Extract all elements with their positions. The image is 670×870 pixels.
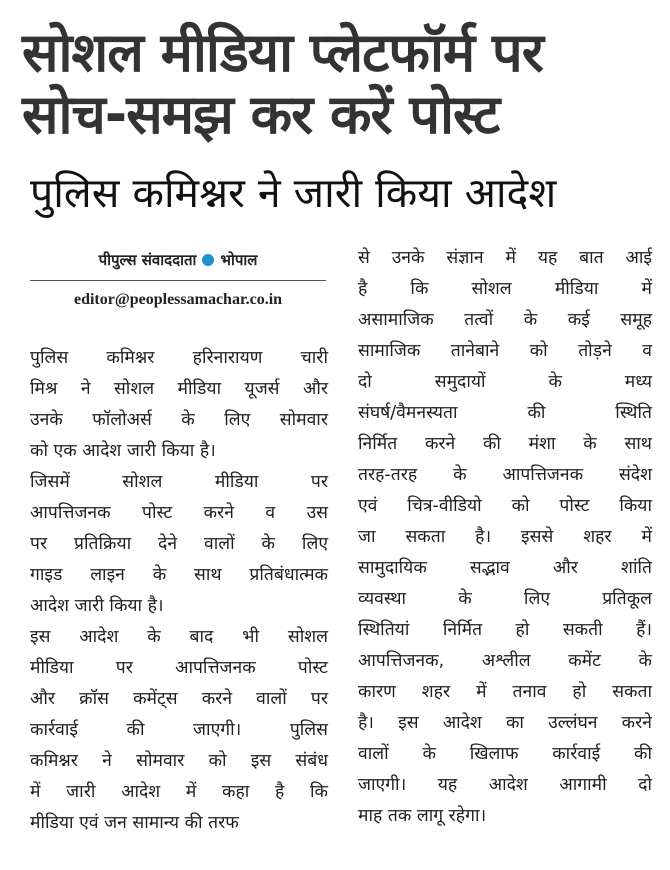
article-line: और क्रॉस कमेंट्स करने वालों पर — [30, 689, 328, 709]
article-line: पर प्रतिक्रिया देने वालों के लिए — [30, 534, 328, 554]
headline — [22, 22, 652, 146]
article-line: मीडिया एवं जन सामान्य की तरफ — [30, 813, 239, 833]
article-line: माह तक लागू रहेगा। — [358, 806, 487, 826]
article-line: वालों के खिलाफ कार्रवाई की — [358, 744, 652, 764]
article-line: कार्रवाई की जाएगी। पुलिस — [30, 720, 328, 740]
article-line: एवं चित्र-वीडियो को पोस्ट किया — [358, 496, 652, 516]
article-line: गाइड लाइन के साथ प्रतिबंधात्मक — [30, 565, 328, 585]
article-line: जाएगी। यह आदेश आगामी दो — [358, 775, 652, 795]
article-line: को एक आदेश जारी किया है। — [30, 441, 216, 461]
article-line: जिसमें सोशल मीडिया पर — [30, 472, 328, 492]
article-line: इस आदेश के बाद भी सोशल — [30, 627, 328, 647]
article-line: आपत्तिजनक, अश्लील कमेंट के — [358, 651, 652, 671]
article-line: सामुदायिक सद्भाव और शांति — [358, 558, 652, 578]
article-line: है। इस आदेश का उल्लंघन करने — [358, 713, 652, 733]
article-line: असामाजिक तत्वों के कई समूह — [358, 310, 652, 330]
article-column-left — [30, 343, 328, 839]
article-line: कमिश्नर ने सोमवार को इस संबंध — [30, 751, 328, 771]
article-column-right — [358, 243, 652, 832]
headline-line-1: सोशल मीडिया प्लेटफॉर्म पर — [22, 21, 543, 84]
editor-email: editor@peoplessamachar.co.in — [73, 291, 283, 308]
byline-location: भोपाल — [220, 251, 258, 269]
article-line: से उनके संज्ञान में यह बात आई — [358, 248, 652, 268]
article-line: है कि सोशल मीडिया में — [358, 279, 652, 299]
bullet-dot-icon — [202, 254, 214, 266]
article-line: मीडिया पर आपत्तिजनक पोस्ट — [30, 658, 328, 678]
subheadline: पुलिस कमिश्नर ने जारी किया आदेश — [30, 169, 557, 217]
article-line: तरह-तरह के आपत्तिजनक संदेश — [358, 465, 652, 485]
article-line: में जारी आदेश में कहा है कि — [30, 782, 328, 802]
article-line: जा सकता है। इससे शहर में — [358, 527, 652, 547]
article-line: निर्मित करने की मंशा के साथ — [358, 434, 652, 454]
article-line: आदेश जारी किया है। — [30, 596, 164, 616]
article-line: संघर्ष/वैमनस्यता की स्थिति — [358, 403, 652, 423]
article-line: कारण शहर में तनाव हो सकता — [358, 682, 652, 702]
article-line: स्थितियां निर्मित हो सकती हैं। — [358, 620, 652, 640]
article-line: मिश्र ने सोशल मीडिया यूजर्स और — [30, 379, 328, 399]
byline-divider — [30, 280, 326, 281]
article-line: व्यवस्था के लिए प्रतिकूल — [358, 589, 652, 609]
headline-line-2: सोच-समझ कर करें पोस्ट — [22, 83, 500, 146]
article-line: आपत्तिजनक पोस्ट करने व उस — [30, 503, 328, 523]
byline — [30, 250, 326, 270]
article-line: उनके फॉलोअर्स के लिए सोमवार — [30, 410, 328, 430]
article-line: पुलिस कमिश्नर हरिनारायण चारी — [30, 348, 328, 368]
article-line: दो समुदायों के मध्य — [358, 372, 652, 392]
byline-reporter: पीपुल्स संवाददाता — [98, 251, 197, 269]
article-line: सामाजिक तानेबाने को तोड़ने व — [358, 341, 652, 361]
